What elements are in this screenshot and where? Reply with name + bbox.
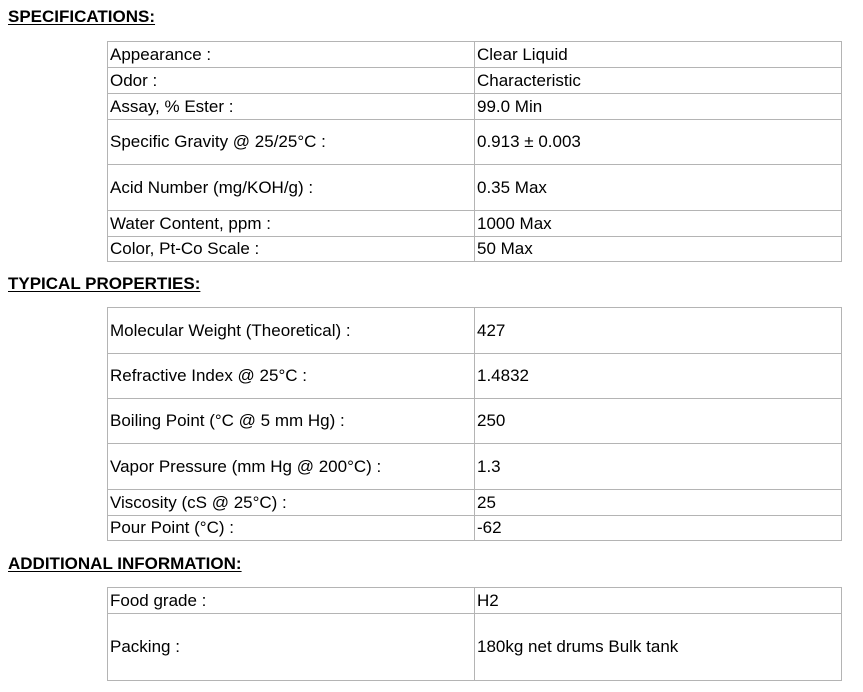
spec-label-specific-gravity: Specific Gravity @ 25/25°C : bbox=[108, 120, 475, 165]
typical-properties-heading: TYPICAL PROPERTIES: bbox=[8, 274, 201, 293]
spec-label-appearance: Appearance : bbox=[108, 42, 475, 68]
spec-value-acid-number: 0.35 Max bbox=[475, 165, 842, 211]
spec-value-specific-gravity: 0.913 ± 0.003 bbox=[475, 120, 842, 165]
spec-value-water-content: 1000 Max bbox=[475, 211, 842, 237]
prop-value-molecular-weight: 427 bbox=[475, 308, 842, 354]
table-row bbox=[108, 68, 842, 94]
prop-value-refractive-index: 1.4832 bbox=[475, 354, 842, 399]
table-row bbox=[108, 165, 842, 211]
specifications-heading: SPECIFICATIONS: bbox=[8, 7, 156, 26]
info-label-food-grade: Food grade : bbox=[108, 588, 475, 614]
prop-value-boiling-point: 250 bbox=[475, 399, 842, 444]
table-row bbox=[108, 354, 842, 399]
prop-label-boiling-point: Boiling Point (°C @ 5 mm Hg) : bbox=[108, 399, 475, 444]
specifications-table bbox=[107, 41, 842, 262]
table-row bbox=[108, 94, 842, 120]
prop-label-molecular-weight: Molecular Weight (Theoretical) : bbox=[108, 308, 475, 354]
prop-value-vapor-pressure: 1.3 bbox=[475, 444, 842, 490]
additional-information-table bbox=[107, 587, 842, 681]
spec-label-acid-number: Acid Number (mg/KOH/g) : bbox=[108, 165, 475, 211]
table-row bbox=[108, 444, 842, 490]
spec-value-appearance: Clear Liquid bbox=[475, 42, 842, 68]
table-row bbox=[108, 399, 842, 444]
spec-label-water-content: Water Content, ppm : bbox=[108, 211, 475, 237]
prop-value-viscosity: 25 bbox=[475, 490, 842, 516]
spec-value-assay: 99.0 Min bbox=[475, 94, 842, 120]
additional-information-heading: ADDITIONAL INFORMATION: bbox=[8, 554, 242, 573]
table-row bbox=[108, 308, 842, 354]
prop-label-pour-point: Pour Point (°C) : bbox=[108, 516, 475, 541]
typical-properties-table bbox=[107, 307, 842, 541]
table-row bbox=[108, 588, 842, 614]
spec-value-color: 50 Max bbox=[475, 237, 842, 262]
prop-label-vapor-pressure: Vapor Pressure (mm Hg @ 200°C) : bbox=[108, 444, 475, 490]
table-row bbox=[108, 211, 842, 237]
prop-value-pour-point: -62 bbox=[475, 516, 842, 541]
info-label-packing: Packing : bbox=[108, 614, 475, 681]
info-value-food-grade: H2 bbox=[475, 588, 842, 614]
info-value-packing: 180kg net drums Bulk tank bbox=[475, 614, 842, 681]
table-row bbox=[108, 516, 842, 541]
table-row bbox=[108, 614, 842, 681]
spec-value-odor: Characteristic bbox=[475, 68, 842, 94]
table-row bbox=[108, 42, 842, 68]
spec-label-odor: Odor : bbox=[108, 68, 475, 94]
spec-label-color: Color, Pt-Co Scale : bbox=[108, 237, 475, 262]
spec-label-assay: Assay, % Ester : bbox=[108, 94, 475, 120]
prop-label-viscosity: Viscosity (cS @ 25°C) : bbox=[108, 490, 475, 516]
table-row bbox=[108, 120, 842, 165]
prop-label-refractive-index: Refractive Index @ 25°C : bbox=[108, 354, 475, 399]
table-row bbox=[108, 490, 842, 516]
table-row bbox=[108, 237, 842, 262]
